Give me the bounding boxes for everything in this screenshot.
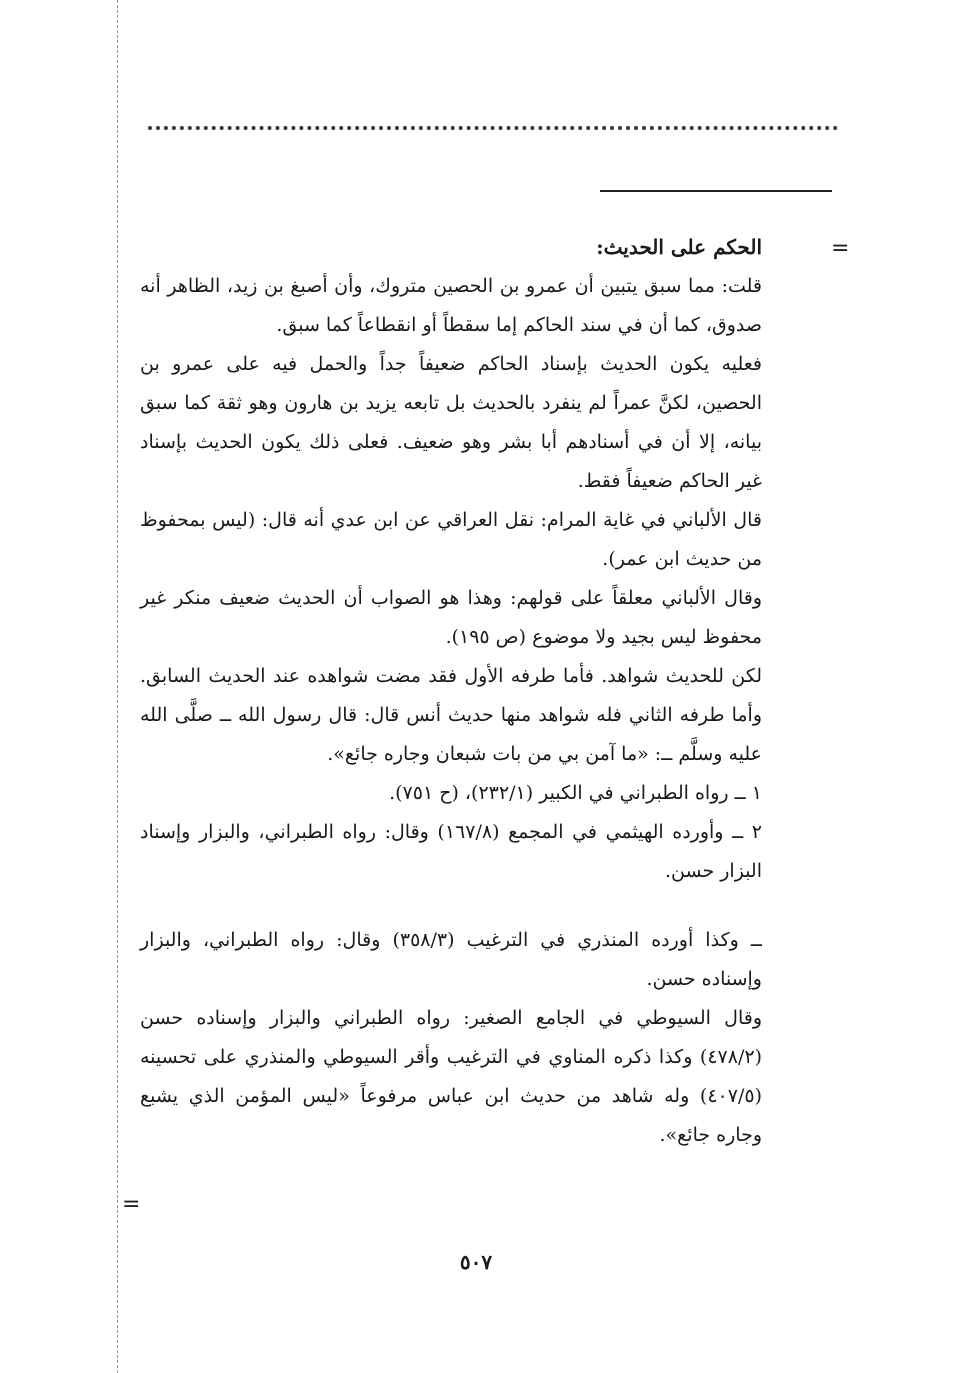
section-rule (600, 190, 832, 192)
paragraph: وقال السيوطي في الجامع الصغير: رواه الطبراني والبزار وإسناده حسن (٤٧٨/٢) وكذا ذكره المناوي في الترغيب وأقر السيوطي والمنذري على تحسينه (٤٠٧/٥) وله شاهد من حديث ابن عباس مرفوعاً «ليس المؤمن الذي يشبع وجاره جائع». (140, 1007, 762, 1146)
footnote-item: ١ ــ رواه الطبراني في الكبير (٢٣٢/١)، (ح ٧٥١). (389, 782, 762, 804)
main-text (140, 228, 762, 1155)
section-heading: الحكم على الحديث: (596, 235, 762, 259)
page-number: ٥٠٧ (459, 1250, 493, 1274)
paragraph: قال الألباني في غاية المرام: نقل العراقي عن ابن عدي أنه قال: (ليس بمحفوظ من حديث ابن عمر). (140, 509, 762, 570)
continuation-mark-top: = (831, 236, 850, 261)
footnote-item: ٢ ــ وأورده الهيثمي في المجمع (١٦٧/٨) وقال: رواه الطبراني، والبزار وإسناد البزار حسن. (140, 821, 763, 882)
binding-margin-line (117, 0, 118, 1373)
paragraph: قلت: مما سبق يتبين أن عمرو بن الحصين متروك، وأن أصبغ بن زيد، الظاهر أنه صدوق، كما أن في سند الحاكم إما سقطاً أو انقطاعاً كما سبق. (140, 275, 762, 336)
paragraph: ــ وكذا أورده المنذري في الترغيب (٣٥٨/٣) وقال: رواه الطبراني، والبزار وإسناده حسن. (140, 929, 762, 990)
paragraph: فعليه يكون الحديث بإسناد الحاكم ضعيفاً جداً والحمل فيه على عمرو بن الحصين، لكنَّ عمراً لم ينفرد بالحديث بل تابعه يزيد بن هارون وهو ثقة كما سبق بيانه، إلا أن في أسنادهم أبا بشر وهو ضعيف. فعلى ذلك يكون الحديث بإسناد غير الحاكم ضعيفاً فقط. (140, 353, 762, 492)
paragraph-gap (140, 891, 762, 921)
continuation-mark-bottom: = (122, 1192, 141, 1217)
paragraph: وقال الألباني معلقاً على قولهم: وهذا هو الصواب أن الحديث ضعيف منكر غير محفوظ ليس بجيد ولا موضوع (ص ١٩٥). (140, 587, 762, 648)
dotted-separator (148, 126, 838, 130)
paragraph: لكن للحديث شواهد. فأما طرفه الأول فقد مضت شواهده عند الحديث السابق. وأما طرفه الثاني فله شواهد منها حديث أنس قال: قال رسول الله ــ صلَّى الله عليه وسلَّم ــ: «ما آمن بي من بات شبعان وجاره جائع». (140, 665, 762, 765)
